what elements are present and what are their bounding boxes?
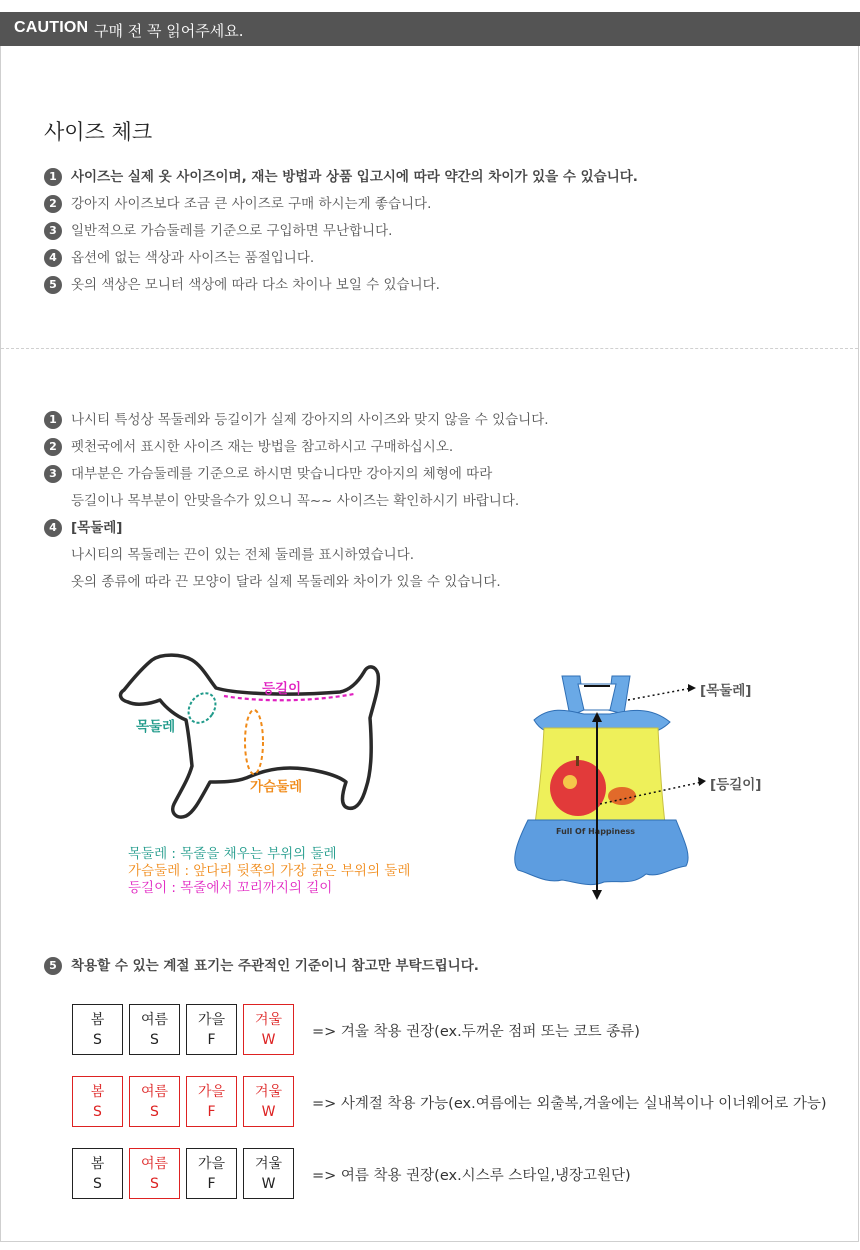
season-box-spring: 봄 S — [72, 1148, 123, 1199]
season-box-summer: 여름 S — [129, 1004, 180, 1055]
back-length-arrow-bottom — [592, 890, 602, 900]
number-badge: 1 — [44, 168, 62, 186]
list-item: 4 옵션에 없는 색상과 사이즈는 품절입니다. — [44, 248, 638, 275]
back-pointer-head — [698, 777, 706, 786]
legend-chest: 가슴둘레 : 앞다리 뒷쪽의 가장 굵은 부위의 둘레 — [128, 863, 411, 879]
back-label: 등길이 — [262, 681, 302, 697]
list-item: 5 착용할 수 있는 계절 표기는 주관적인 기준이니 참고만 부탁드립니다. — [44, 956, 479, 983]
number-badge: 5 — [44, 276, 62, 294]
caution-label: CAUTION — [14, 19, 89, 36]
caution-subtitle: 구매 전 꼭 읽어주세요. — [94, 22, 244, 40]
list-item: 3 대부분은 가슴둘레를 기준으로 하시면 맞습니다만 강아지의 체형에 따라 — [44, 464, 549, 491]
number-badge: 5 — [44, 957, 62, 975]
number-badge: 4 — [44, 249, 62, 267]
dog-measurement-diagram — [110, 650, 400, 840]
dress-neckline — [578, 684, 616, 710]
season-box-autumn: 가을 F — [186, 1076, 237, 1127]
section-divider — [1, 348, 858, 349]
number-badge: 2 — [44, 438, 62, 456]
mushroom-print — [608, 787, 636, 805]
season-row-description: => 여름 착용 권장(ex.시스루 스타일,냉장고원단) — [312, 1168, 631, 1184]
caution-header — [0, 12, 860, 46]
season-box-summer: 여름 S — [129, 1076, 180, 1127]
list-item: 4 [목둘레] — [44, 518, 549, 545]
apple-print-highlight — [563, 775, 577, 789]
dress-neck-label: [목둘레] — [700, 683, 752, 699]
season-box-autumn: 가을 F — [186, 1004, 237, 1055]
chest-label: 가슴둘레 — [250, 779, 303, 795]
legend-back: 등길이 : 목줄에서 꼬리까지의 길이 — [128, 880, 333, 896]
dress-measurement-diagram — [500, 670, 710, 902]
measurement-legend — [128, 846, 410, 897]
season-box-winter: 겨울 W — [243, 1004, 294, 1055]
list-item: 1 사이즈는 실제 옷 사이즈이며, 재는 방법과 상품 입고시에 따라 약간의 차이가 있을 수 있습니다. — [44, 167, 638, 194]
number-badge: 4 — [44, 519, 62, 537]
list-item: 1 나시티 특성상 목둘레와 등길이가 실제 강아지의 사이즈와 맞지 않을 수 있습니다. — [44, 410, 549, 437]
season-box-spring: 봄 S — [72, 1004, 123, 1055]
list-item: 5 옷의 색상은 모니터 색상에 따라 다소 차이나 보일 수 있습니다. — [44, 275, 638, 302]
season-box-autumn: 가을 F — [186, 1148, 237, 1199]
notes-list — [44, 410, 549, 599]
number-badge: 3 — [44, 465, 62, 483]
season-box-summer: 여름 S — [129, 1148, 180, 1199]
season-box-spring: 봄 S — [72, 1076, 123, 1127]
number-badge: 3 — [44, 222, 62, 240]
list-item: 2 강아지 사이즈보다 조금 큰 사이즈로 구매 하시는게 좋습니다. — [44, 194, 638, 221]
dress-print-text: Full Of Happiness — [556, 827, 636, 836]
legend-neck: 목둘레 : 목줄을 채우는 부위의 둘레 — [128, 846, 337, 862]
size-check-title: 사이즈 체크 — [44, 120, 153, 144]
neck-label: 목둘레 — [136, 719, 176, 735]
season-row-description: => 겨울 착용 권장(ex.두꺼운 점퍼 또는 코트 종류) — [312, 1024, 640, 1040]
list-item: 2 펫천국에서 표시한 사이즈 재는 방법을 참고하시고 구매하십시오. — [44, 437, 549, 464]
list-item: 3 일반적으로 가슴둘레를 기준으로 구입하면 무난합니다. — [44, 221, 638, 248]
list-item-continuation: 나시티의 목둘레는 끈이 있는 전체 둘레를 표시하였습니다. — [71, 547, 415, 563]
apple-print-stem — [576, 756, 579, 766]
list-item-continuation: 옷의 종류에 따라 끈 모양이 달라 실제 목둘레와 차이가 있을 수 있습니다. — [71, 574, 501, 590]
number-badge: 1 — [44, 411, 62, 429]
season-row-description: => 사계절 착용 가능(ex.여름에는 외출복,겨울에는 실내복이나 이너웨어로 가능) — [312, 1096, 827, 1112]
season-box-winter: 겨울 W — [243, 1076, 294, 1127]
size-check-list — [44, 167, 638, 302]
list-item-continuation: 등길이나 목부분이 안맞을수가 있으니 꼭~~ 사이즈는 확인하시기 바랍니다. — [71, 493, 520, 509]
neck-pointer-head — [688, 684, 696, 692]
neck-pointer — [628, 688, 692, 700]
dress-back-label: [등길이] — [710, 777, 762, 793]
number-badge: 2 — [44, 195, 62, 213]
season-box-winter: 겨울 W — [243, 1148, 294, 1199]
season-note — [44, 956, 479, 983]
